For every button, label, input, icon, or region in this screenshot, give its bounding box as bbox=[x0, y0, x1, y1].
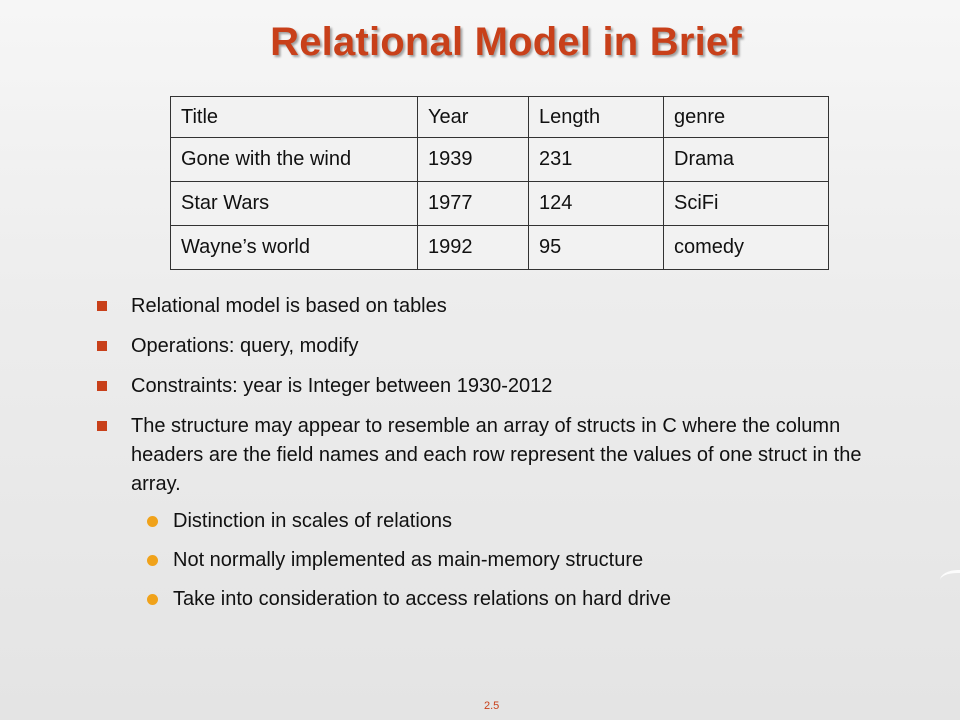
table-cell: comedy bbox=[664, 226, 829, 270]
bullet-list bbox=[96, 292, 876, 625]
round-bullet-icon bbox=[147, 516, 158, 527]
round-bullet-icon bbox=[147, 555, 158, 566]
table-cell: 231 bbox=[529, 138, 664, 182]
table-cell: SciFi bbox=[664, 182, 829, 226]
table-header-cell: genre bbox=[664, 97, 829, 138]
sub-bullet-text: Take into consideration to access relations on hard drive bbox=[173, 588, 672, 610]
movies-table bbox=[170, 96, 829, 270]
table-row bbox=[171, 138, 829, 182]
table-header-cell: Title bbox=[171, 97, 418, 138]
table-row bbox=[171, 226, 829, 270]
bullet-item bbox=[96, 332, 876, 361]
table-cell: 124 bbox=[529, 182, 664, 226]
sub-bullet-list bbox=[131, 507, 876, 614]
table-row bbox=[171, 182, 829, 226]
bullet-text: The structure may appear to resemble an array of structs in C where the column headers are the field names and each row represent the values of one struct in the array. bbox=[131, 415, 862, 495]
square-bullet-icon bbox=[97, 421, 107, 431]
square-bullet-icon bbox=[97, 301, 107, 311]
round-bullet-icon bbox=[147, 594, 158, 605]
table-cell: 1977 bbox=[418, 182, 529, 226]
table-header-cell: Length bbox=[529, 97, 664, 138]
slide-title: Relational Model in Brief bbox=[270, 20, 742, 64]
table-cell: 1992 bbox=[418, 226, 529, 270]
bullet-text: Operations: query, modify bbox=[131, 335, 359, 357]
bullet-item bbox=[96, 412, 876, 614]
sub-bullet-text: Distinction in scales of relations bbox=[173, 510, 453, 532]
bullet-item bbox=[96, 372, 876, 401]
table-cell: Drama bbox=[664, 138, 829, 182]
sub-bullet-text: Not normally implemented as main-memory structure bbox=[173, 549, 644, 571]
square-bullet-icon bbox=[97, 341, 107, 351]
sub-bullet-item bbox=[131, 507, 876, 536]
table-header-cell: Year bbox=[418, 97, 529, 138]
table-cell: Wayne’s world bbox=[171, 226, 418, 270]
bullet-item bbox=[96, 292, 876, 321]
table-header-row bbox=[171, 97, 829, 138]
bullet-text: Constraints: year is Integer between 1930-2012 bbox=[131, 375, 553, 397]
table-cell: 95 bbox=[529, 226, 664, 270]
page-number: 2.5 bbox=[484, 700, 500, 712]
bullet-text: Relational model is based on tables bbox=[131, 295, 447, 317]
table-cell: 1939 bbox=[418, 138, 529, 182]
sub-bullet-item bbox=[131, 546, 876, 575]
square-bullet-icon bbox=[97, 381, 107, 391]
table-cell: Star Wars bbox=[171, 182, 418, 226]
decorative-swoosh bbox=[940, 570, 960, 587]
sub-bullet-item bbox=[131, 585, 876, 614]
table-cell: Gone with the wind bbox=[171, 138, 418, 182]
